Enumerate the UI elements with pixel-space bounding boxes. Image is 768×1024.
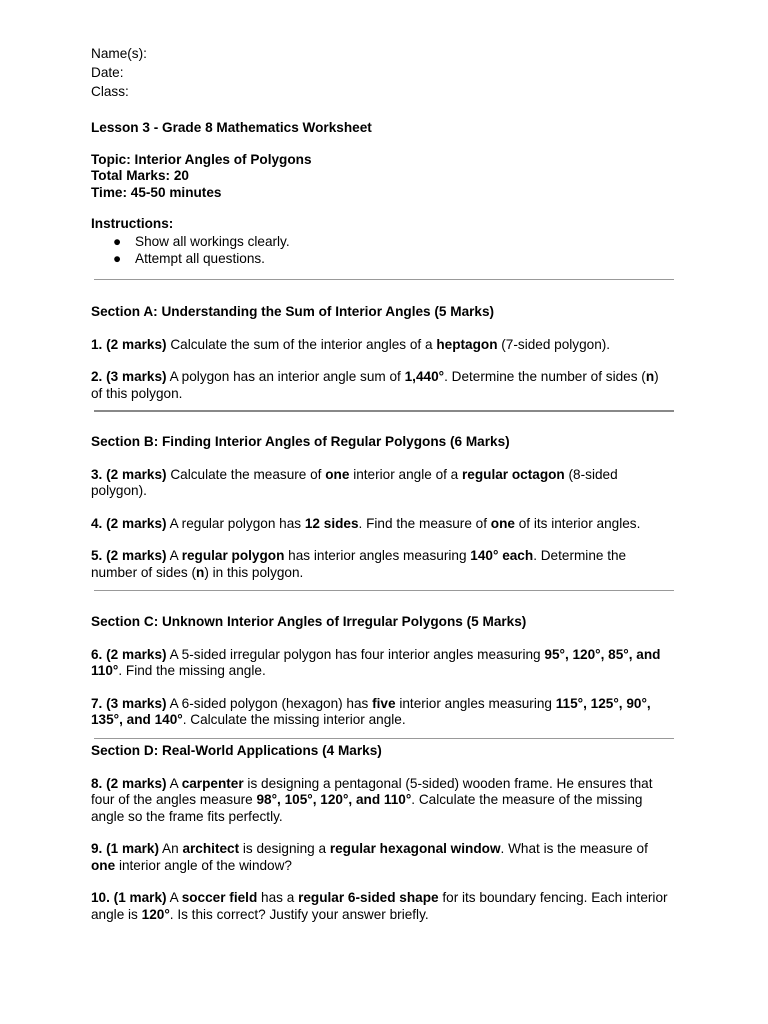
bold-text: 5. (2 marks)	[91, 548, 167, 563]
question-text: . What is the measure of	[500, 841, 648, 856]
total-marks-line: Total Marks: 20	[91, 168, 189, 183]
question-text: polygon).	[91, 483, 147, 498]
question-text: has interior angles measuring	[284, 548, 471, 563]
question-text: . Determine the number of sides (	[444, 369, 646, 384]
question-text: Calculate the measure of	[166, 466, 326, 482]
bold-text: regular 6-sided shape	[298, 890, 439, 905]
divider	[94, 738, 674, 739]
bold-text: 10. (1 mark)	[91, 890, 167, 905]
question-text: four of the angles measure	[91, 792, 257, 807]
lesson-title: Lesson 3 - Grade 8 Mathematics Worksheet	[91, 120, 372, 135]
bold-text: regular hexagonal window	[329, 841, 501, 856]
bold-text: 9. (1 mark)	[91, 841, 160, 856]
question-text: (8-sided	[564, 466, 618, 482]
instruction-item	[91, 250, 681, 267]
bold-text: n	[645, 369, 655, 384]
question	[91, 696, 681, 729]
question-text: of its interior angles.	[514, 515, 641, 531]
bold-text: one	[325, 466, 350, 482]
bold-text: 110°	[91, 663, 119, 678]
bold-text: 135°, and 140°	[91, 712, 183, 727]
question	[91, 890, 681, 923]
bold-text: 12 sides	[304, 515, 359, 531]
question	[91, 337, 681, 354]
question-text: An	[159, 841, 183, 856]
bold-text: 1. (2 marks)	[91, 336, 167, 352]
bold-text: 120°	[141, 906, 170, 922]
name-label: Name(s):	[91, 46, 147, 61]
question	[91, 647, 681, 680]
question-line	[91, 907, 681, 924]
question-text: angle is	[91, 906, 142, 922]
section-d	[91, 743, 681, 923]
question-text: of this polygon.	[91, 385, 183, 401]
bold-text: 115°, 125°, 90°,	[555, 695, 651, 711]
divider	[94, 410, 674, 412]
question-text: A 5-sided irregular polygon has four interior angles measuring	[166, 646, 545, 662]
section-title: Section B: Finding Interior Angles of Regular Polygons (6 Marks)	[91, 434, 510, 449]
bold-text: one	[91, 857, 116, 873]
bullet-icon: ●	[113, 250, 122, 266]
question-text: )	[654, 369, 659, 384]
instruction-text: Show all workings clearly.	[135, 233, 290, 249]
question-line	[91, 792, 681, 809]
question-text: . Is this correct? Justify your answer briefly.	[169, 906, 429, 922]
bold-text: carpenter	[181, 775, 244, 791]
time-line: Time: 45-50 minutes	[91, 184, 222, 200]
question-text: A 6-sided polygon (hexagon) has	[166, 695, 373, 711]
question-text: (7-sided polygon).	[497, 336, 611, 352]
bold-text: five	[372, 695, 396, 711]
question-text: for its boundary fencing. Each interior	[438, 890, 668, 905]
question	[91, 776, 681, 826]
bullet-icon: ●	[113, 233, 122, 249]
question-text: A regular polygon has	[166, 515, 305, 531]
bold-text: regular octagon	[462, 466, 565, 482]
topic-line: Topic: Interior Angles of Polygons	[91, 151, 312, 167]
question-text: interior angle of the window?	[115, 857, 292, 873]
question-line	[91, 696, 681, 713]
question-line	[91, 776, 681, 793]
bold-text: 7. (3 marks)	[91, 695, 167, 711]
question-text: has a	[257, 890, 299, 905]
question-line	[91, 337, 681, 354]
bold-text: 3. (2 marks)	[91, 466, 167, 482]
instructions-title: Instructions:	[91, 216, 174, 231]
question	[91, 467, 681, 500]
bold-text: 6. (2 marks)	[91, 646, 167, 662]
section-title: Section A: Understanding the Sum of Interior Angles (5 Marks)	[91, 304, 495, 319]
question	[91, 548, 681, 581]
bold-text: 4. (2 marks)	[91, 515, 167, 531]
divider	[94, 279, 674, 280]
question-text: is designing a pentagonal (5-sided) wooden frame. He ensures that	[243, 775, 653, 791]
class-label: Class:	[91, 84, 129, 99]
section-b	[91, 434, 681, 581]
bold-text: one	[490, 515, 515, 531]
question-line	[91, 516, 681, 533]
section-title: Section C: Unknown Interior Angles of Irregular Polygons (5 Marks)	[91, 614, 527, 629]
question-text: interior angles measuring	[395, 695, 556, 711]
question-line	[91, 663, 681, 680]
bold-text: heptagon	[436, 336, 498, 352]
bold-text: architect	[182, 841, 240, 856]
bold-text: regular polygon	[181, 548, 285, 563]
bold-text: soccer field	[181, 890, 258, 905]
question-text: ) in this polygon.	[204, 564, 304, 580]
question-line	[91, 858, 681, 875]
question-text: . Calculate the missing interior angle.	[182, 712, 406, 727]
bold-text: 1,440°	[404, 369, 445, 384]
question-text: interior angle of a	[349, 466, 463, 482]
question-text: number of sides (	[91, 564, 197, 580]
question-line	[91, 565, 681, 582]
question-line	[91, 386, 681, 403]
question-text: is designing a	[239, 841, 330, 856]
question	[91, 516, 681, 533]
bold-text: 8. (2 marks)	[91, 775, 167, 791]
question-line	[91, 548, 681, 565]
bold-text: 98°, 105°, 120°, and 110°	[256, 792, 412, 807]
question-line	[91, 712, 681, 729]
date-label: Date:	[91, 65, 124, 80]
question-line	[91, 483, 681, 500]
question-line	[91, 647, 681, 664]
question-line	[91, 809, 681, 826]
question-text: . Determine the	[533, 548, 627, 563]
section-title: Section D: Real-World Applications (4 Marks)	[91, 743, 382, 758]
question-line	[91, 841, 681, 858]
question-text: Calculate the sum of the interior angles of a	[166, 336, 437, 352]
bold-text: 2. (3 marks)	[91, 369, 167, 384]
instruction-item	[91, 233, 681, 250]
question-text: . Find the measure of	[358, 515, 491, 531]
question	[91, 369, 681, 402]
instructions-list	[91, 233, 681, 267]
question	[91, 841, 681, 874]
instruction-text: Attempt all questions.	[135, 250, 265, 266]
bold-text: n	[196, 564, 205, 580]
question-text: A	[166, 775, 182, 791]
question-line	[91, 369, 681, 386]
worksheet-meta	[91, 152, 681, 202]
question-line	[91, 890, 681, 907]
section-c	[91, 614, 681, 729]
question-text: A	[166, 890, 182, 905]
question-text: A	[166, 548, 182, 563]
worksheet-header	[91, 44, 681, 267]
question-text: angle so the frame fits perfectly.	[91, 808, 283, 824]
question-text: . Find the missing angle.	[118, 663, 266, 678]
question-line	[91, 467, 681, 484]
question-text: A polygon has an interior angle sum of	[166, 369, 405, 384]
bold-text: 140° each	[470, 548, 534, 563]
question-text: . Calculate the measure of the missing	[411, 792, 643, 807]
student-info	[91, 44, 681, 101]
bold-text: 95°, 120°, 85°, and	[544, 646, 661, 662]
divider	[94, 590, 674, 591]
section-a	[91, 304, 681, 402]
